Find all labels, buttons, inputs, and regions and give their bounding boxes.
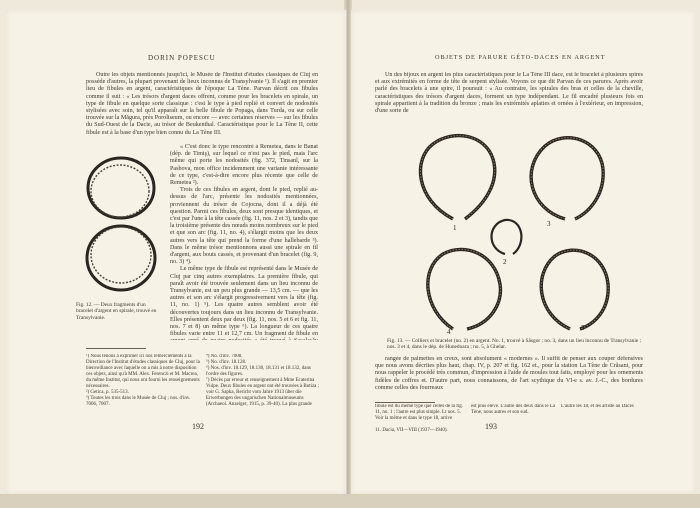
figure-label-4: 4 — [447, 328, 451, 336]
paragraph: Outre les objets mentionnés jusqu'ici, le Musée de l'Institut d'études classiques de Cluj en possède d'autres, la plupart provenant de lieux inconnus de Transylvanie ¹). Il s'agit en premier lieu de fibules en argent, caractéristiques de l'époque La Tène. Parvan décrit ces fibules comme il suit : « Les trésors d'argent daces offrent, comme pour les bracelets en spirale, un type de fibule en quelque sorte classique : c'est le type à pied replié et convert de nodosités stylisées avec soin, tel qu'il apparaît sur la belle fibule de Popaga, dans Turda, ou sur celle trouvée sur la Măgura, près Poroliseum, ou encore — avec certaines réserves — sur les fibules du Sud-Ouest de la Dacie, au trésor de Beukenthal. Caractéristique pour le La Tène II, cette fibule est à la base d'un type bien connu du La Tène III. — [86, 72, 318, 136]
right-page — [350, 10, 695, 494]
right-footnote-col-3: L'autre les 18, et les artiste au Daces — [561, 404, 634, 409]
figure-label-2: 2 — [503, 258, 507, 266]
footnote: ⁶) Nos. d'inv. 18.129, 18.130, 18.131 et 18.132, dans l'ordre des figures. — [206, 366, 311, 377]
right-body-top — [375, 72, 643, 130]
journal-signature-note: 11. Dacia, VII—VIII (1937—1940). — [375, 428, 448, 433]
page-number-right: 193 — [485, 422, 497, 431]
footnote-rule — [86, 348, 146, 349]
footnote: ⁴) No. d'inv. 7008. — [206, 354, 243, 359]
footnote: ⁷) Décès par erreur et renseignement à Mme Ecaterina Vulpe. Deux fibules en argent ont été trouvées à Botiza ; voir G. Sapka, Bericht vom Jahre 1913 über die Erwerbungen des ungarischen Nationalmuseums (Archaeol. Anzeiger, 1915, p. 39-40). La plus grande — [206, 378, 320, 407]
right-body-bottom — [375, 356, 643, 400]
running-head-right: OBJETS DE PARURE GÉTO-DACES EN ARGENT — [435, 54, 606, 61]
paragraph: « C'est donc le type rencontré à Remetea, dans le Banat (dép. de Timiş), sur lequel ce n'est pas le pied, mais l'arc même qui porte les nodosités (fig. 372, Tinsanl, sur la Pasbova, mon office incidemment une variante intéressante de ce type, c'est-à-dire encore plus récente que celle de Remetea ²). — [170, 144, 318, 187]
footnote: ¹) Nous tenons à exprimer ici nos remerciements à la Direction de l'Institut d'études classiques de Cluj, pour la bienveillance avec laquelle on a mis à notre disposition ces objets, ainsi qu'à MM. Alex. Ferenczi et M. Macrea, du même Institut, qui nous ont fourni les renseignements nécessaires. — [86, 354, 200, 389]
paragraph: rangée de palmettes en creux, sont absolument « modernes ». Il suffit de penser aux couper défensives que nous avons décrites plus haut, chap. IV, p. 207 et fig. 162 et., pour la station La Tène de Crăsani, pour nous rappeler le procédé très commun, d'impression à l'aide de moules tout faits, employé pour les ornements fidèles de coffres et. D'autre part, nous connaissons, de l'art scythique du VI-e s. av. J.-C., des bordures comme celles des fourreaux — [375, 356, 643, 391]
necklaces-bracelet-figure — [405, 124, 615, 334]
footnote: ⁵) No. d'inv. 18.128. — [206, 360, 247, 365]
page-edge — [0, 494, 700, 508]
footnotes-left-column — [86, 354, 202, 410]
left-page — [6, 10, 347, 494]
figure-label-3: 3 — [547, 220, 551, 228]
left-body-top — [86, 72, 318, 144]
right-footnote-col-1: fibule est du même type que celles de la fig. 11, no. 1 ; l'autre est plus simple. Lt nos. 5. Voir la même et dans le type 18, arrive — [375, 404, 464, 420]
footnote-rule — [375, 402, 435, 403]
figure-label-5: 5 — [581, 324, 585, 332]
left-body-column — [170, 144, 318, 340]
paragraph: Un des bijoux en argent les plus caractéristiques pour le La Tène III dace, est le bracelet à plusieurs spires et aux extrémités en forme de tête de serpent stylisée. Voyons ce que dit Parvan de ces parures. Après avoir parlé des bracelets à une spire, il poursuit : « Au contraire, les spirales des bras et celles de la cheville, caractéristiques des trésors d'argent daces, forment un type indépendant. Le fil encadré plusieurs fois en spirale appartient à la tradition du bronze ; mais les extrémités aplaties et ornées à l'extérieur, en impression, d'une sorte de — [375, 72, 643, 115]
figure-caption-left: Fig. 12. — Deux fragments d'un bracelet d'argent en spirale, trouvé en Transylvanie. — [76, 302, 157, 321]
footnote: ³) Toutes les trois dans le Musée de Cluj ; nos. d'inv. 7006, 7007. — [86, 396, 191, 407]
paragraph: Le même type de fibule est représenté dans le Musée de Cluj par cinq autres exemplaires. La première fibule, qui paraît avoir été trouvée seulement dans un lieu inconnu de Transylvanie, est un peu plus grande — 13,5 cm. — que les autres et son arc s'élargit progressivement vers la tête (fig. 11, no. 1) ⁵). Les quatre autres semblent avoir été découvertes toujours dans un lieu inconnu de Transylvanie. Elles présentent deux par deux (fig. 11, nos. 5 et 6 et fig. 11, nos. 7 et 8) un même type ⁶). La longueur de ces quatre fibules varie entre 11 et 12,7 cm. Un fragment de fibule en — [170, 266, 318, 338]
bracelet-fragments-figure — [76, 150, 166, 300]
page-number-left: 192 — [192, 422, 204, 431]
figure-label-1: 1 — [453, 224, 457, 232]
right-footnote-col-2: est plus élevé. L'autre des deux dans le La Tène, nous autres et son sud. — [471, 404, 556, 415]
paragraph: Trois de ces fibules en argent, dont le pied, replié au-dessus de l'arc, présente les nodosités mentionnées, proviennent du trésor de Cojocna, dont il a déjà été question. Parmi ces fibules, deux sont presque identiques, et c'est par l'une à la tête cassée (fig. 11, nos. 2 et 3), tandis que la troisième présente des nœuds moins nombreux sur le pied et que son arc (fig. 11, no. 4), s'élargit moins que les deux autres vers la tête qui prend la forme d'une hallebarde ³). Dans le même trésor mentionnons aussi une spirale en fil d'argent, aux bouts cassés, et provenant d'un bracelet (fig. 9, no. 3) ⁴). — [170, 187, 318, 266]
figure-caption-right: Fig. 13. — Colliers et bracelet (no. 2) en argent. No. 1, trouvé à Săsgor ; no. 3, dans un lieu inconnu de Transylvanie ; nos. 3 et 4, dans le dép. de Hunedoara ; no. 5, à Ghelar. — [387, 338, 642, 351]
footnote: ²) Getica, p. 535-513. — [86, 390, 129, 395]
footnotes-right-column — [206, 354, 320, 410]
running-head-left: DORIN POPESCU — [148, 54, 216, 62]
